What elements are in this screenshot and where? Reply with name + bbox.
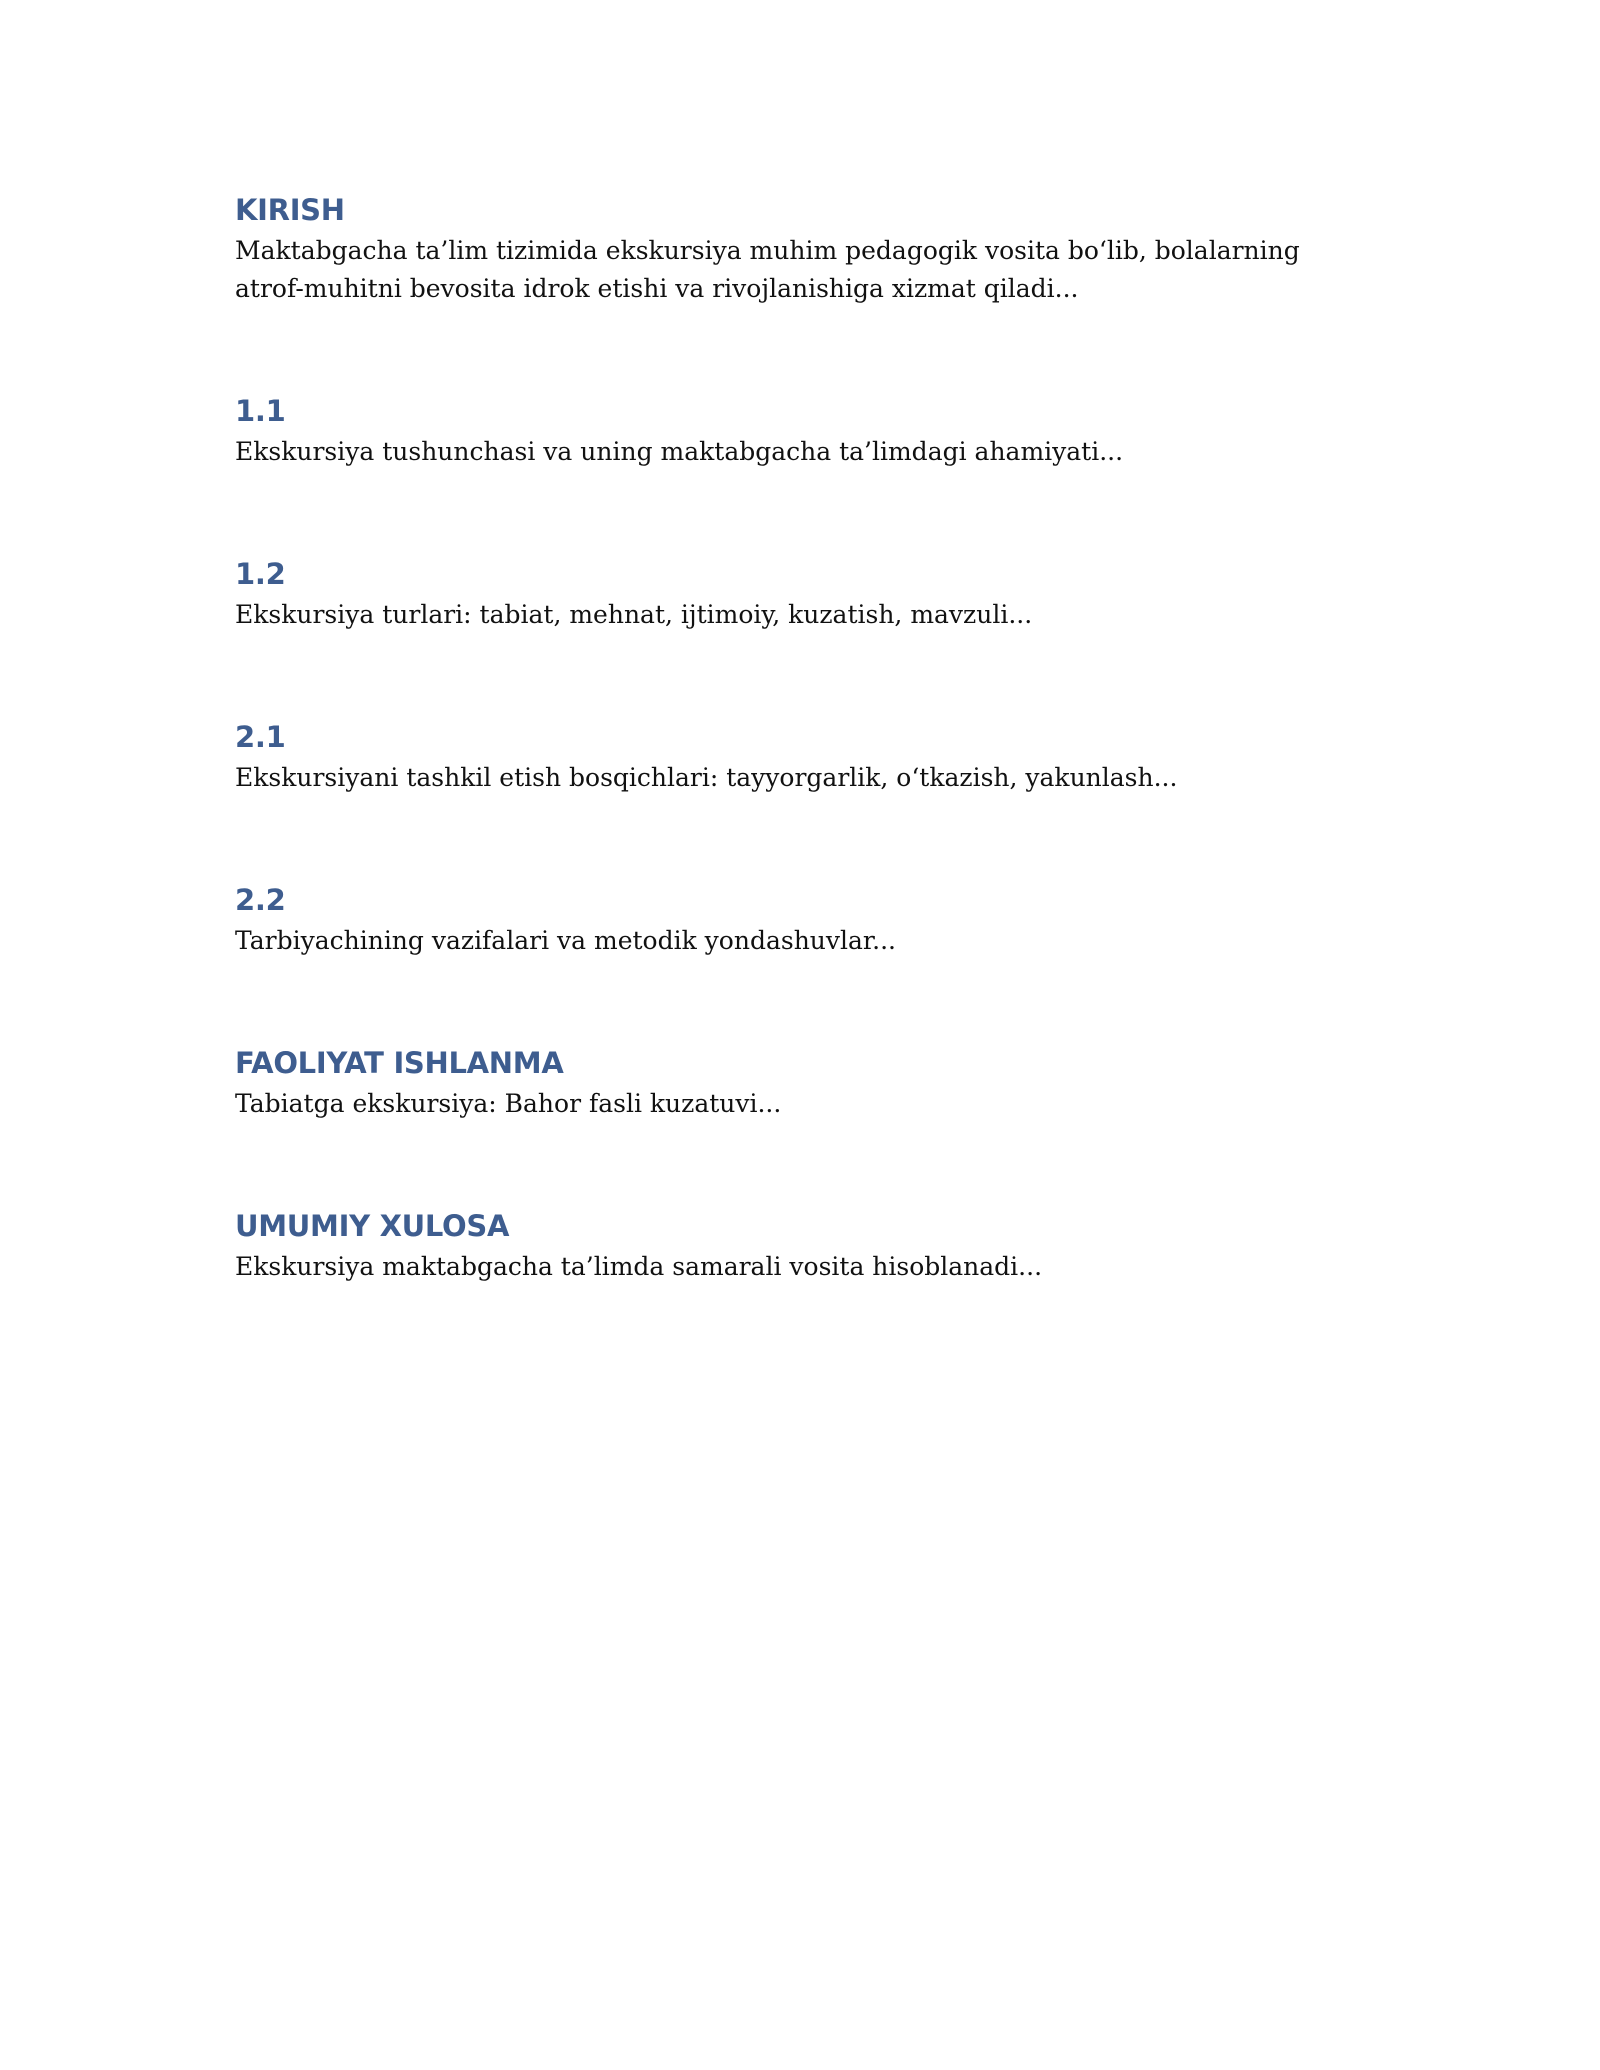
section-text: Ekskursiya maktabgacha ta’limda samarali vosita hisoblanadi... xyxy=(235,1252,1043,1281)
section-faoliyat-ishlanma xyxy=(235,1041,1355,1123)
section-text: Ekskursiyani tashkil etish bosqichlari: tayyorgarlik, o‘tkazish, yakunlash... xyxy=(235,763,1178,792)
section-heading: 2.1 xyxy=(235,720,286,754)
section-1-2 xyxy=(235,552,1355,634)
section-heading: UMUMIY XULOSA xyxy=(235,1209,510,1243)
section-1-1 xyxy=(235,389,1355,471)
section-heading: 1.2 xyxy=(235,557,286,591)
section-text: Ekskursiya turlari: tabiat, mehnat, ijtimoiy, kuzatish, mavzuli... xyxy=(235,600,1033,629)
section-2-1 xyxy=(235,715,1355,797)
document-content xyxy=(235,188,1355,1367)
section-heading: KIRISH xyxy=(235,193,345,227)
section-text: Maktabgacha ta’lim tizimida ekskursiya muhim pedagogik vosita bo‘lib, bolalarning atrof-muhitni bevosita idrok etishi va rivojlanishiga xizmat qiladi... xyxy=(235,236,1300,303)
section-heading: 1.1 xyxy=(235,394,286,428)
section-text: Tarbiyachining vazifalari va metodik yondashuvlar... xyxy=(235,926,896,955)
section-heading: 2.2 xyxy=(235,883,286,917)
section-kirish xyxy=(235,188,1355,308)
section-umumiy-xulosa xyxy=(235,1204,1355,1286)
section-2-2 xyxy=(235,878,1355,960)
section-heading: FAOLIYAT ISHLANMA xyxy=(235,1046,564,1080)
section-text: Ekskursiya tushunchasi va uning maktabgacha ta’limdagi ahamiyati... xyxy=(235,437,1124,466)
section-text: Tabiatga ekskursiya: Bahor fasli kuzatuvi... xyxy=(235,1089,782,1118)
